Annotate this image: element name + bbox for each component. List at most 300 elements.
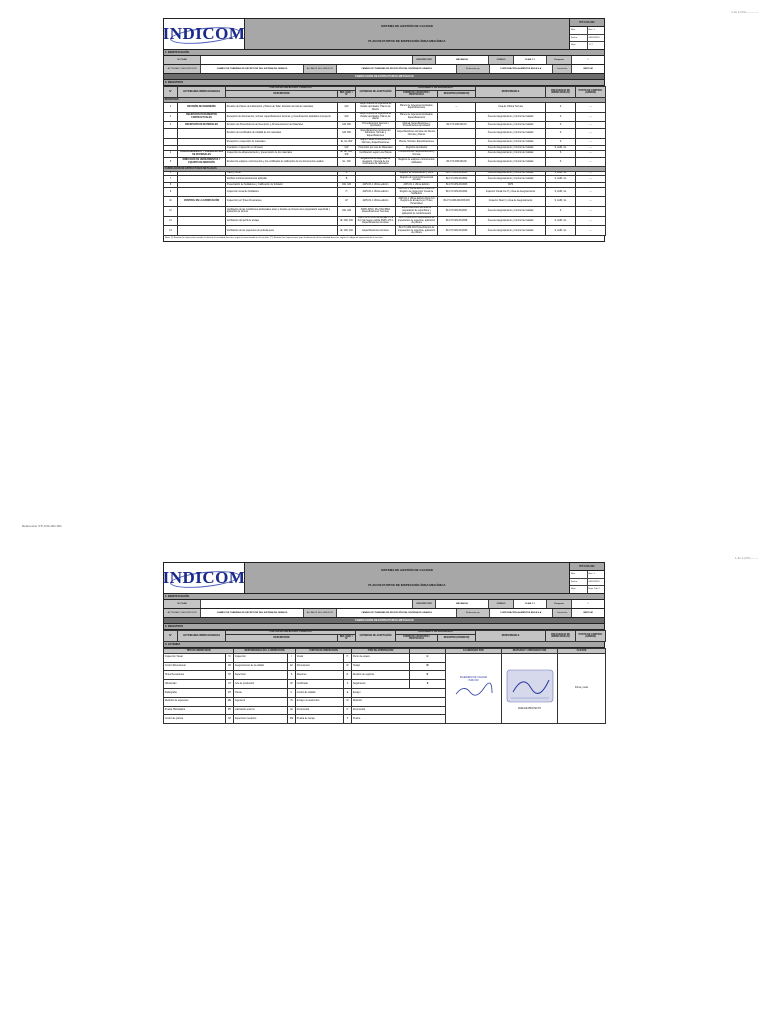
row-frequency: S, EUR, GL — [546, 187, 576, 197]
id-value: PLAN 1.1 — [514, 56, 547, 64]
row-register: IM-CYC-RM-001/008 — [438, 216, 476, 226]
row-criteria: Certificación según Lote Planos — [356, 150, 396, 157]
row-number: 7 — [164, 176, 178, 183]
table-row — [164, 150, 606, 157]
row-activity — [178, 139, 226, 146]
legend-resp-code: LE — [288, 706, 296, 715]
row-control-point: — — [576, 102, 606, 112]
row-control-point: — — [576, 112, 606, 122]
row-frequency: S — [546, 129, 576, 139]
row-description: Recepción de documentos, normas, especificaciones técnicas y procedimientos aplicables al proyecto — [226, 112, 338, 122]
legend-point-label: Prueba de campo — [296, 715, 344, 724]
legend-approval-label: Seguimiento — [352, 680, 410, 689]
id-label: ALCANCE DEL SERVICIO — [304, 609, 337, 617]
row-description: Trazo y Corte — [226, 171, 338, 175]
row-number: 5 — [164, 157, 178, 167]
row-register: IM-CYC-RM-001/007 — [438, 207, 476, 217]
row-responsible: Área de Aseguramiento y Control de Calidad — [476, 122, 546, 129]
id-label: Elaborado por — [457, 65, 490, 73]
signer-elaborado — [446, 653, 502, 723]
legend-point-label: Control de calidad — [296, 689, 344, 698]
col-documento: DOCUMENTO DE REFERENCIA — [396, 87, 476, 91]
row-number: 3 — [164, 122, 178, 129]
row-description: Revisar los equipos e instrumentos y los certificados de calibración de los instrumentos usados — [226, 157, 338, 167]
row-control-point: — — [576, 139, 606, 146]
row-register — [438, 150, 476, 157]
row-number: 8 — [164, 183, 178, 187]
row-responsible: Área de Aseguramiento y Control de Calidad — [476, 157, 546, 167]
row-document: AWS D1.1 Última Edición Parte 6.9 Registro de Inspección Visual de Soldadura — [396, 187, 438, 197]
table-row — [164, 122, 606, 129]
row-control-point: — — [576, 171, 606, 175]
legend-h-elaborado: ELABORADO POR — [446, 649, 502, 653]
col-puntos: PUNTOS DE INSPECCIÓN Y ENSAYOS — [226, 87, 356, 91]
legend-resp-code: JP — [288, 680, 296, 689]
id-label: Proyecto — [547, 600, 572, 608]
id-value: CAMBIO DE TUBERÍAS DE RECEPCIÓN DEL SISTEMA DE GRANOS — [337, 609, 457, 617]
row-number: 11 — [164, 207, 178, 217]
row-reference: IE, GL, BW — [338, 139, 356, 146]
row-description: Verificación de los espesores de película seca — [226, 226, 338, 236]
id-value: INDICOM — [583, 67, 593, 70]
legend-approval-code: R — [410, 671, 446, 680]
document-code: ITP-CVA-001 — [570, 19, 604, 27]
id-label: N° PLAN — [164, 600, 201, 608]
row-reference: GL, GW — [338, 157, 356, 167]
signer-revisado-title: JEFE DE PROYECTO — [518, 708, 541, 711]
row-reference: IE, GW, GW — [338, 216, 356, 226]
col-registro: REGISTRO (FORMATO) — [438, 91, 476, 98]
id-value: 1 — [587, 602, 589, 605]
row-document: Especificaciones técnicas de preparación de superficies y aplicación de recubrimientos — [396, 207, 438, 217]
row-activity: REVISIÓN DE INGENIERÍA — [178, 102, 226, 112]
col-punto-control: PUNTO DE CONTROL (H/W/R/S) — [576, 631, 606, 642]
row-register: IM-CYC-RM-001/01 — [438, 122, 476, 129]
row-criteria: SSPC-SP10. PA-2 ISO 8501 Especificaciones Técnicas — [356, 207, 396, 217]
row-description: Inspección visual de Soldadura — [226, 187, 338, 197]
row-activity: RECEPCIÓN DE MATERIALES — [178, 122, 226, 129]
registros-bar: 2. REGISTROS — [163, 80, 605, 86]
id-label: CÓDIGO — [489, 56, 514, 64]
system-title: SISTEMA DE GESTIÓN DE CALIDAD — [381, 23, 433, 28]
row-number: 2 — [164, 112, 178, 122]
row-responsible: Área de Aseguramiento y Control de Calidad — [476, 226, 546, 236]
legend-approval-code: W — [410, 662, 446, 671]
id-value: CAMBIO DE TUBERÍAS DE RECEPCIÓN DEL SISTEMA DE GRANOS — [337, 65, 457, 73]
col-responsable: RESPONSABLE — [476, 631, 546, 642]
row-description: Recepción e inspección de materiales — [226, 139, 338, 146]
meta-key: Rev. — [571, 573, 576, 576]
id-label: ACTIVIDAD / DESCRIPCIÓN — [164, 65, 201, 73]
inspection-table — [163, 86, 606, 236]
row-document: Manual, Especificaciones y Procedimientos Aprobados — [396, 122, 438, 129]
identification-row-2 — [163, 609, 605, 618]
document-code-box — [569, 19, 604, 49]
legend-resp-label: Laboratorio externo — [234, 706, 288, 715]
row-register — [438, 112, 476, 122]
row-register: IM-CYC-RM-001/009 — [438, 226, 476, 236]
legend-h-revisado: REVISADO Y APROBADO POR — [502, 649, 558, 653]
col-descripcion: DESCRIPCIÓN — [226, 91, 338, 98]
row-control-point: — — [576, 146, 606, 150]
row-number — [164, 139, 178, 146]
legend-resp-code: AC — [288, 662, 296, 671]
legend-table — [163, 648, 606, 724]
legend-approval-label: Medición — [352, 697, 446, 706]
row-activity — [178, 129, 226, 139]
row-number — [164, 129, 178, 139]
row-description: Revisión de Certificados de Calidad de los materiales — [226, 129, 338, 139]
legend-approval-label: Documental — [352, 706, 446, 715]
legend-type-label: Control Dimensional — [164, 662, 226, 671]
legend-point-code: S — [344, 680, 352, 689]
document-header — [163, 562, 605, 594]
row-document: AWS D1.1 Última Edición Parte 6.9 Registro de Ensayos por Tintes Penetrantes — [396, 197, 438, 207]
id-value: CORPORACIÓN ALIMENTOS ARCA S.A. — [490, 609, 553, 617]
legend-resp-label: Supervisor mecánico — [234, 715, 288, 724]
row-description: Revisión del Procedimiento de Recepción y Almacenamiento de Materiales — [226, 122, 338, 129]
signer-elaborado-company: INDICOM — [468, 679, 479, 682]
fabrication-bar: FABRICACIÓN DE ESTRUCTURAS METÁLICAS — [163, 74, 605, 80]
table-row — [164, 216, 606, 226]
row-responsible: Área de Aseguramiento y Control de Calidad — [476, 216, 546, 226]
row-activity: CONTROL EN LA FABRICACIÓN — [178, 197, 226, 207]
meta-key: Fecha — [571, 36, 578, 39]
id-value: MECÁNICA — [436, 56, 489, 64]
approval-stamp-icon — [505, 666, 555, 706]
table-footnote: Nota: (*) Realizar la inspección cuando se efectúe la actividad descrita, según lo mencionado en la sección. (**) Realizar las inspecciones para la liberación de la actividad descrita, según el código de inspección de la sección. — [163, 236, 605, 242]
col-frecuencia: FRECUENCIA DE INSPECCIÓN (%) — [546, 631, 576, 642]
row-criteria: AWS D1.1 Última edición — [356, 187, 396, 197]
row-frequency: S — [546, 102, 576, 112]
signer-cliente: Firma y sello — [558, 653, 606, 723]
row-activity: DIRECCIÓN DE HERRAMIENTAS Y EQUIPOS DE MEDICIÓN — [178, 157, 226, 167]
row-reference: IE, GL, GW, SW — [338, 150, 356, 157]
legend-point-code: E — [344, 689, 352, 698]
legend-resp-label: Aseguramiento de la calidad — [234, 662, 288, 671]
legend-h-puntos: PUNTOS DE INSPECCIÓN — [296, 649, 352, 653]
row-register: IM-CYC-RM-001/02 — [438, 157, 476, 167]
row-document: IM-CYC-RM-001 Procedimiento de preparación de superficie, aplicación de pintura — [396, 216, 438, 226]
row-frequency: S, EUR, GL — [546, 176, 576, 183]
row-responsible: Área de Aseguramiento y Control de Calidad — [476, 112, 546, 122]
legend-approval-label: Ensayo — [352, 689, 446, 698]
legend-point-label: Documental — [296, 706, 344, 715]
row-description: Inventario e Inspección en Almacén — [226, 146, 338, 150]
document-sheet-1 — [163, 18, 605, 242]
id-label: Elaborado por — [457, 609, 490, 617]
row-frequency: S — [546, 157, 576, 167]
page-corner-mid: 1 de 2 (2/1) — — — [734, 556, 758, 560]
row-reference: GW — [338, 146, 356, 150]
signature-icon — [454, 682, 494, 698]
row-document: Especificaciones técnicas del Cliente, Normas y Planos — [396, 129, 438, 139]
row-reference: GW — [338, 112, 356, 122]
row-activity — [178, 187, 226, 197]
id-value: 1 — [587, 58, 589, 61]
row-responsible: Área de Oficina Técnica — [476, 102, 546, 112]
col-responsable: RESPONSABLE — [476, 87, 546, 98]
plan-title: PLAN DE PUNTOS DE INSPECCIÓN ÁREA MECÁNICA — [368, 38, 446, 43]
legend-resp-code: IN — [288, 697, 296, 706]
legend-type-code: UT — [226, 680, 234, 689]
row-document: AWS D1.1 Última Edición — [396, 183, 438, 187]
row-register: IM-CYC-RM-001/003 — [438, 183, 476, 187]
page-corner-top: 1 de 2 (2/1) — — — — [731, 10, 758, 14]
row-criteria: Según Planos Procedimientos Normas y Especificaciones — [356, 139, 396, 146]
legend-h-aprobacion-code: TIPO DE APROBACIÓN — [352, 649, 410, 653]
fabrication-bar: FABRICACIÓN DE ESTRUCTURAS METÁLICAS — [163, 618, 605, 624]
row-control-point: — — [576, 216, 606, 226]
row-frequency: S — [546, 207, 576, 217]
meta-value: Rev. 1 — [587, 27, 605, 34]
legend-point-label: Muestreo — [296, 671, 344, 680]
col-criterios: CRITERIOS DE ACEPTACIÓN — [356, 87, 396, 98]
row-criteria: AWS D1.1 Última edición — [356, 197, 396, 207]
row-reference: LP — [338, 197, 356, 207]
row-frequency: S — [546, 150, 576, 157]
row-frequency: S — [546, 112, 576, 122]
row-criteria: Protocolos por Lote de Materiales — [356, 146, 396, 150]
legend-resp-label: Supervisor — [234, 671, 288, 680]
row-control-point: — — [576, 197, 606, 207]
id-label: Contratista — [553, 65, 572, 73]
row-register: IM-CYC-RM-001/001 — [438, 171, 476, 175]
legend-point-label: Dimensional — [296, 662, 344, 671]
meta-key: Hoja — [571, 44, 576, 47]
id-label: DESCRIPCIÓN — [413, 56, 436, 64]
row-register — [438, 129, 476, 139]
company-logo — [164, 563, 245, 593]
id-value: INDICOM — [583, 611, 593, 614]
row-document: Planos de Ingeniería Aprobados. Especificaciones — [396, 102, 438, 112]
row-register: IM-CYC-RM-001/002 — [438, 176, 476, 183]
row-responsible: Inspector Visual Cw-Tl y Área de Aseguramiento — [476, 187, 546, 197]
inspection-table-header — [163, 630, 606, 642]
row-responsible: Área de Aseguramiento y Control de Calidad — [476, 146, 546, 150]
row-responsible: Área de Aseguramiento y Control de Calidad — [476, 150, 546, 157]
legend-point-code: H — [344, 653, 352, 662]
meta-key: Hoja — [571, 588, 576, 591]
meta-key: Fecha — [571, 580, 578, 583]
row-criteria: SSPC-SP10 Perfil de anclaje 1.5 a 3.0 mils Según cartilla SSPC-VIS 1 Especificaciones técnicas — [356, 216, 396, 226]
id-value: PLAN 1.1 — [514, 600, 547, 608]
row-control-point: — — [576, 226, 606, 236]
row-register: IM-CYC-RM-001/004 — [438, 187, 476, 197]
row-frequency: S, EUR, GL — [546, 226, 576, 236]
row-responsible: Área de Aseguramiento y Control de Calidad — [476, 139, 546, 146]
side-reference: Referencia: ITP-CVA-001-001 — [22, 524, 62, 528]
legend-type-label: Radiografía — [164, 689, 226, 698]
table-row — [164, 226, 606, 236]
legend-point-label: Visual — [296, 653, 344, 662]
identification-row-1 — [163, 56, 605, 65]
table-row — [164, 157, 606, 167]
legend-resp-label: Inspección — [234, 653, 288, 662]
document-code: ITP-CVA-001 — [570, 563, 604, 571]
company-logo — [164, 19, 245, 49]
legend-type-code: PH — [226, 706, 234, 715]
legend-row — [164, 653, 606, 662]
row-document: Planos de Ingeniería Aprobados. Especificaciones — [396, 112, 438, 122]
row-activity — [178, 176, 226, 183]
legend-point-label: Certificado — [296, 680, 344, 689]
row-activity: RECEPCIÓN DOCUMENTOS CONTRACTUALES — [178, 112, 226, 122]
logo-text: INDICOM — [162, 24, 246, 44]
row-reference: GW, BW — [338, 129, 356, 139]
row-criteria: Según Planos de Ingeniería de Detalle aprobados. Planos de Diseño — [356, 102, 396, 112]
row-document: Procedimientos, Especificaciones y Normas — [396, 150, 438, 157]
row-description: Inspección de almacenamiento y preservación de los materiales — [226, 150, 338, 157]
legend-point-code: P — [344, 715, 352, 724]
legend-bar: 3. LEYENDA — [163, 642, 605, 648]
col-n: N° — [164, 87, 178, 98]
row-document: Registro de equipos e instrumentos calibrados — [396, 157, 438, 167]
legend-approval-label: Revisión de registros — [352, 671, 410, 680]
row-register: — — [438, 102, 476, 112]
row-reference: GW — [338, 102, 356, 112]
legend-approval-code: H — [410, 653, 446, 662]
legend-type-label: Medición de espesores — [164, 697, 226, 706]
row-register — [438, 139, 476, 146]
col-punto-control: PUNTO DE CONTROL (H/W/R/S) — [576, 87, 606, 98]
row-responsible: WPS — [476, 183, 546, 187]
row-reference: GW, BW — [338, 122, 356, 129]
legend-resp-code: I — [288, 653, 296, 662]
row-frequency: S, EUR, GL — [546, 171, 576, 175]
id-label: ALCANCE DEL SERVICIO — [304, 65, 337, 73]
id-label: Proyecto — [547, 56, 572, 64]
row-criteria: Procedimientos Internos y Aprobados — [356, 122, 396, 129]
document-header — [163, 18, 605, 50]
section-fabricacion: FABRICACIÓN DE ESTRUCTURAS METÁLICAS — [164, 167, 606, 171]
legend-resp-label: Jefe de producción — [234, 680, 288, 689]
signer-elaborado-title: INGENIERO DE CALIDAD — [459, 677, 488, 680]
col-frecuencia: FRECUENCIA DE INSPECCIÓN (%) — [546, 87, 576, 98]
legend-type-code: RT — [226, 689, 234, 698]
id-value: CAMBIO DE TUBERÍAS DE RECEPCIÓN DEL SISTEMA DE GRANOS — [201, 609, 304, 617]
row-activity — [178, 216, 226, 226]
identification-bar: 1. IDENTIFICACIÓN — [163, 594, 605, 600]
row-number: 4 — [164, 150, 178, 157]
legend-h-tipo: TIPO DE INSPECCIÓN — [164, 649, 234, 653]
row-number: 9 — [164, 187, 178, 197]
identification-row-2 — [163, 65, 605, 74]
col-ref: REF./ DOC. / N° — [338, 635, 356, 642]
row-criteria: Especificaciones técnicas — [356, 226, 396, 236]
row-control-point: — — [576, 207, 606, 217]
col-criterios: CRITERIOS DE ACEPTACIÓN — [356, 631, 396, 642]
row-criteria: Especificaciones técnicas del fabricante, Normas y Especificaciones — [356, 129, 396, 139]
registros-bar: 2. REGISTROS — [163, 624, 605, 630]
row-document: Planos, Normas, Especificaciones — [396, 139, 438, 146]
col-documento: DOCUMENTO DE REFERENCIA — [396, 631, 476, 635]
row-number: 13 — [164, 226, 178, 236]
id-label: Contratista — [553, 609, 572, 617]
legend-point-code: W — [344, 662, 352, 671]
id-value — [201, 56, 413, 64]
table-row — [164, 176, 606, 183]
plan-title: PLAN DE PUNTOS DE INSPECCIÓN ÁREA MECÁNICA — [368, 582, 446, 587]
meta-key: Rev. — [571, 29, 576, 32]
document-code-box — [569, 563, 604, 593]
row-criteria: Reglamento de seguridad de operación, Vigencia de los certificados de calibración — [356, 157, 396, 167]
table-row — [164, 129, 606, 139]
row-control-point: — — [576, 176, 606, 183]
col-n: N° — [164, 631, 178, 642]
legend-point-label: Ensayo no destructivo — [296, 697, 344, 706]
legend-h-cliente: CLIENTE — [558, 649, 606, 653]
legend-type-code: TP — [226, 671, 234, 680]
id-value: CAMBIO DE TUBERÍAS DE RECEPCIÓN DEL SISTEMA DE GRANOS — [201, 65, 304, 73]
col-actividad: ACTIVIDADES INSPECCIONADAS — [178, 631, 226, 642]
logo-text: INDICOM — [162, 568, 246, 588]
legend-type-label: Ultrasonido — [164, 680, 226, 689]
section-recepcion: RECEPCIÓN — [164, 98, 606, 102]
row-description: Verificación de las condiciones ambientales antes y durante el proceso de la preparación superficial y aplicación de pintura — [226, 207, 338, 217]
row-responsible: Área de Aseguramiento y Control de Calidad — [476, 207, 546, 217]
table-row — [164, 112, 606, 122]
meta-value: 1 / 2 — [587, 42, 605, 49]
legend-resp-code: C — [288, 689, 296, 698]
id-label: ACTIVIDAD / DESCRIPCIÓN — [164, 609, 201, 617]
identification-row-1 — [163, 600, 605, 609]
id-value: MECÁNICA — [436, 600, 489, 608]
col-descripcion: DESCRIPCIÓN — [226, 635, 338, 642]
legend-type-code: ME — [226, 697, 234, 706]
row-description: Verificación del perfil de anclaje — [226, 216, 338, 226]
row-number: 1 — [164, 102, 178, 112]
legend-approval-label: Testigo — [352, 662, 410, 671]
legend-point-code: R — [344, 671, 352, 680]
legend-point-code: D — [344, 706, 352, 715]
meta-value: 26/02/2020 — [587, 35, 605, 42]
id-value: CORPORACIÓN ALIMENTOS ARCA S.A. — [490, 65, 553, 73]
row-frequency: S — [546, 139, 576, 146]
legend-resp-label: Cliente — [234, 689, 288, 698]
row-reference: IE, GW, GW — [338, 226, 356, 236]
row-frequency: S, EUR, GL — [546, 146, 576, 150]
legend-type-code: CP — [226, 715, 234, 724]
row-activity: ALMACENAMIENTO Y PRESERVACIÓN DE MATERIALES — [178, 150, 226, 157]
row-responsible: Área de Aseguramiento y Control de Calidad — [476, 129, 546, 139]
legend-type-label: Tintes Penetrantes — [164, 671, 226, 680]
row-reference: GW, GW — [338, 207, 356, 217]
table-row — [164, 102, 606, 112]
table-row — [164, 187, 606, 197]
row-responsible: Inspector Nivel II y Área de Aseguramiento — [476, 197, 546, 207]
legend-type-label: Inspección Visual — [164, 653, 226, 662]
row-reference: B — [338, 176, 356, 183]
table-row — [164, 139, 606, 146]
row-description: Revisión de Planos de Fabricación y Planos de Taller. Revisión de lista de materiales — [226, 102, 338, 112]
legend-type-code: VI — [226, 653, 234, 662]
row-document: Registro de Control Dimensional Armado — [396, 176, 438, 183]
legend-type-code: CD — [226, 662, 234, 671]
legend-resp-code: SM — [288, 715, 296, 724]
meta-value: Hoja 1 de 2 — [587, 586, 605, 593]
table-row — [164, 197, 606, 207]
col-formato: FORMATO / REGISTRO / PROTOCOLO — [396, 91, 438, 98]
col-formato: FORMATO / REGISTRO / PROTOCOLO — [396, 635, 438, 642]
row-frequency: S, EUR, GL — [546, 216, 576, 226]
legend-resp-label: Ingeniería — [234, 697, 288, 706]
id-value — [201, 600, 413, 608]
legend-type-label: Control de pintura — [164, 715, 226, 724]
col-ref: REF./ DOC. / N° — [338, 91, 356, 98]
row-control-point: — — [576, 150, 606, 157]
row-document: IM-CYC-RM-001 Procedimiento de preparación de superficie, aplicación de pintura — [396, 226, 438, 236]
